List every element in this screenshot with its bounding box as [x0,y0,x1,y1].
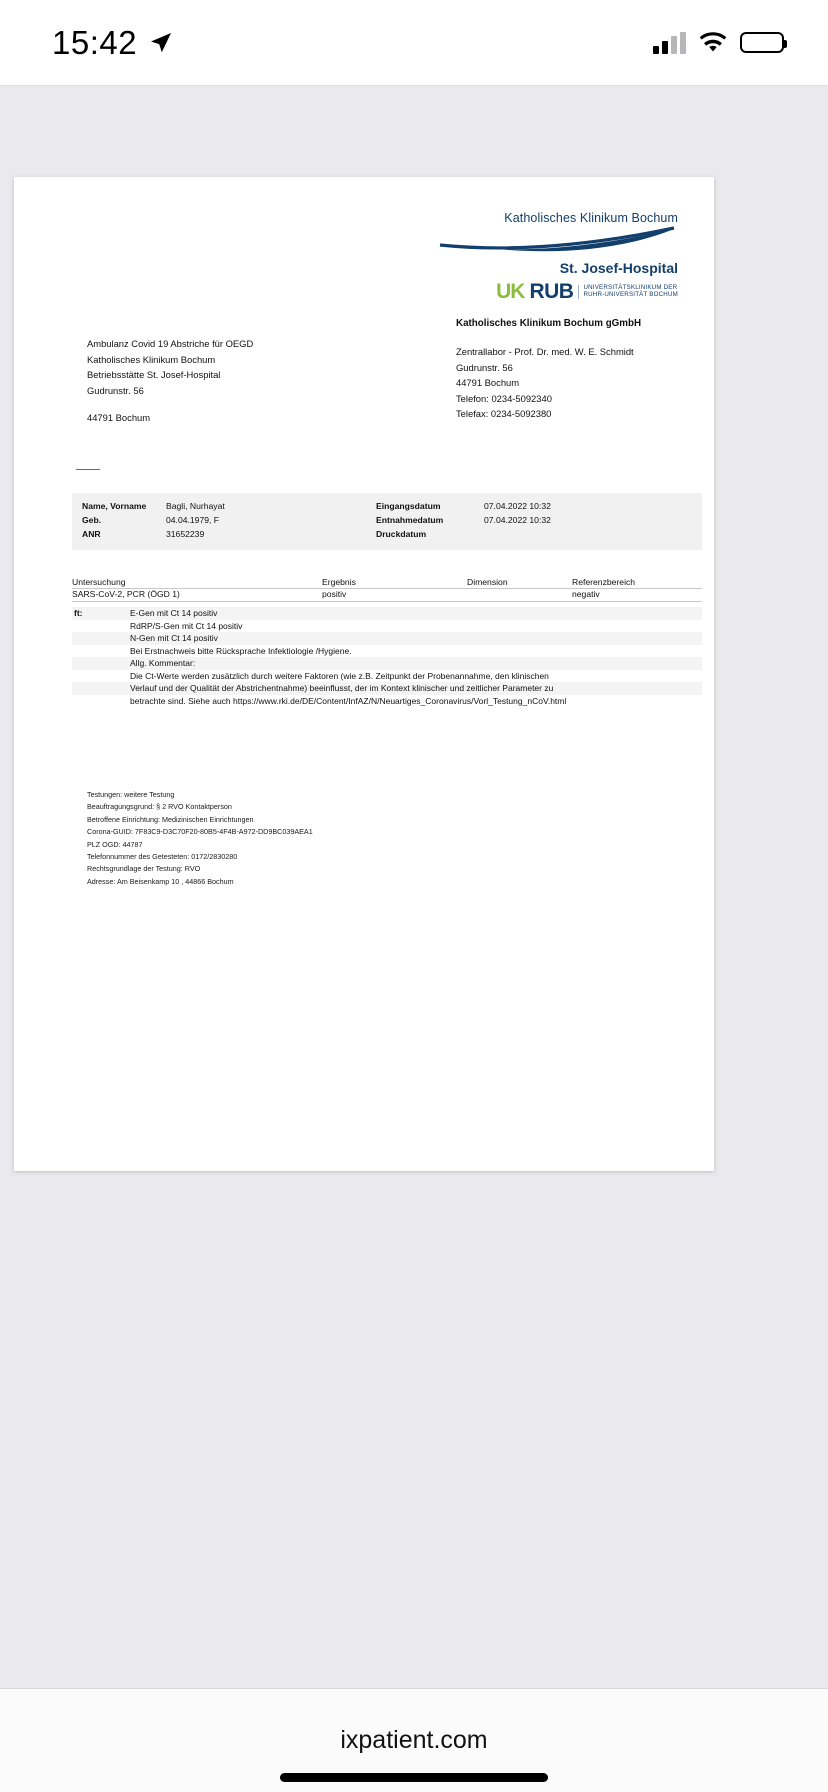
recipient-line-1: Ambulanz Covid 19 Abstriche für OEGD [87,338,254,349]
geb-label: Geb. [82,514,102,525]
status-clock: 15:42 [52,23,138,61]
comments-block [72,607,702,708]
recipient-address [87,336,253,426]
cell-ergebnis: positiv [322,589,347,599]
comment-text: E-Gen mit Ct 14 positiv [130,608,218,618]
uk-rub-logo [438,280,678,304]
cell-referenzbereich: negativ [572,589,600,599]
comment-label-empty [74,645,130,658]
comment-text: N-Gen mit Ct 14 positiv [130,633,218,644]
comment-text: Allg. Kommentar: [130,658,196,669]
sender-line-1: Zentrallabor - Prof. Dr. med. W. E. Schmidt [456,346,634,358]
comment-line [72,695,702,708]
comment-line [72,670,702,683]
eingangsdatum-value: 07.04.2022 10:32 [484,501,551,511]
fold-mark [76,469,100,470]
patient-row-name [82,500,692,514]
comment-text: RdRP/S-Gen mit Ct 14 positiv [130,620,243,631]
comment-text: betrachte sind. Siehe auch https://www.rki.de/DE/Content/InfAZ/N/Neuartiges_Coronavirus/Vorl_Testung_nCoV.html [130,696,567,707]
home-indicator[interactable] [280,1773,548,1782]
sender-title: Katholisches Klinikum Bochum gGmbH [456,318,642,329]
geb-value: 04.04.1979, F [166,514,220,525]
recipient-line-5: 44791 Bochum [87,412,151,424]
rub-subtitle-line2: RUHR-UNIVERSITÄT BOCHUM [583,291,678,298]
sender-line-5: Telefax: 0234-5092380 [456,408,552,420]
comment-label-empty [74,657,130,670]
sender-line-4: Telefon: 0234-5092340 [456,392,552,404]
comment-text: Bei Erstnachweis bitte Rücksprache Infektiologie /Hygiene. [130,645,352,656]
rub-subtitle [578,285,678,299]
comment-line [72,607,702,620]
cell-dimension [467,589,572,599]
document-page [14,177,714,1171]
entnahmedatum-value: 07.04.2022 10:32 [484,514,551,525]
meta-line: Betroffene Einrichtung: Medizinischen Einrichtungen [87,814,254,824]
meta-line: Adresse: Am Beisenkamp 10 , 44866 Bochum [87,876,234,886]
location-arrow-icon [149,31,173,55]
druckdatum-value [484,528,644,542]
patient-name-value: Bagli, Nurhayat [166,501,225,511]
battery-icon [740,32,784,53]
rub-subtitle-line1: UNIVERSITÄTSKLINIKUM DER [583,284,678,292]
patient-name-label: Name, Vorname [82,501,147,511]
meta-line: Telefonnummer des Getesteten: 0172/2830280 [87,851,238,861]
report-meta [87,789,313,888]
cellular-signal-icon [653,32,686,54]
recipient-line-3: Betriebsstätte St. Josef-Hospital [87,369,221,381]
comment-label-empty [74,682,130,695]
header-ergebnis: Ergebnis [322,577,356,587]
comment-line [72,657,702,670]
comment-text: Die Ct-Werte werden zusätzlich durch weitere Faktoren (wie z.B. Zeitpunkt der Probenannahme, den klinischen [130,670,549,681]
lab-report-sheet [14,177,714,1171]
site-label: ixpatient.com [340,1726,488,1754]
table-row [72,589,702,602]
uk-mark: UK [496,280,525,303]
status-bar-right [653,32,784,54]
cell-untersuchung: SARS-CoV-2, PCR (ÖGD 1) [72,589,180,599]
comment-label-empty [74,620,130,633]
comment-label-empty [74,695,130,708]
comment-line [72,620,702,633]
anr-value: 31652239 [166,528,205,539]
comment-line [72,632,702,645]
recipient-line-4: Gudrunstr. 56 [87,384,144,396]
hospital-name: St. Josef-Hospital [559,260,678,276]
letterhead [438,211,678,304]
recipient-spacer [87,398,253,410]
anr-label: ANR [82,528,101,539]
logo-swoosh-icon [438,226,676,252]
patient-row-geb [82,514,692,528]
comment-text: Verlauf und der Qualität der Abstrichentnahme) beeinflusst, der im Kontext klinischer und zeitlicher Parameter zu [130,683,554,694]
meta-line: Testungen: weitere Testung [87,790,175,799]
wifi-icon [699,32,727,53]
sender-line-3: 44791 Bochum [456,377,520,389]
comment-label-empty [74,632,130,645]
entnahmedatum-label: Entnahmedatum [376,514,444,525]
meta-line: PLZ OGD: 44787 [87,839,143,849]
clinic-name: Katholisches Klinikum Bochum [504,211,678,225]
comment-line [72,682,702,695]
patient-info-band [72,493,702,550]
recipient-line-2: Katholisches Klinikum Bochum [87,353,216,365]
header-untersuchung: Untersuchung [72,577,126,587]
status-bar [0,0,828,86]
sender-line-2: Gudrunstr. 56 [456,361,513,373]
status-bar-left [52,24,173,62]
header-dimension: Dimension [467,577,508,587]
results-table-header [72,577,702,589]
druckdatum-label: Druckdatum [376,528,427,539]
bottom-bar [0,1688,828,1792]
meta-line: Beauftragungsgrund: § 2 RVO Kontaktperson [87,802,232,812]
eingangsdatum-label: Eingangsdatum [376,501,441,511]
comment-label-empty [74,670,130,683]
sender-block [456,316,641,422]
document-viewer[interactable] [0,86,828,1688]
patient-row-anr [82,528,692,542]
rub-mark: RUB [529,280,574,303]
meta-line: Rechtsgrundlage der Testung: RVO [87,864,201,874]
comment-line [72,645,702,658]
meta-line: Corona-GUID: 7F83C9-D3C70F20-80B5-4F4B-A972-DD9BC039AEA1 [87,827,313,837]
header-referenzbereich: Referenzbereich [572,577,636,587]
comment-label: ft: [74,608,83,618]
